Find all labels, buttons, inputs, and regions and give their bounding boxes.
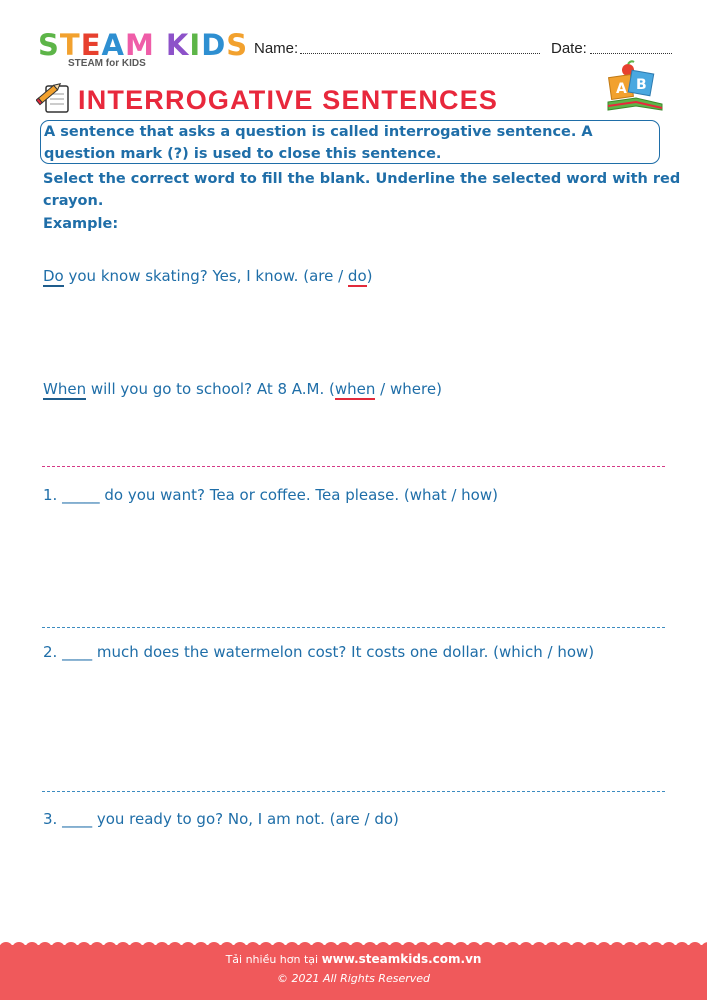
- example-label: Example:: [43, 216, 119, 232]
- example-1: [43, 267, 372, 285]
- logo-letter: D: [201, 28, 227, 62]
- date-label: Date:: [551, 40, 587, 57]
- pencil-paper-icon: [36, 80, 72, 114]
- example-2-answer: When: [43, 380, 87, 398]
- logo-wordmark: [38, 30, 248, 60]
- example-2: [43, 380, 442, 398]
- example-1-answer: Do: [43, 267, 64, 285]
- divider-pink: [42, 466, 665, 467]
- example-1-close: ): [366, 267, 373, 285]
- example-2-text: will you go to school? At 8 A.M. (: [86, 380, 335, 398]
- example-1-text: you know skating? Yes, I know. (are /: [63, 267, 348, 285]
- logo-letter: M: [124, 28, 155, 62]
- name-field[interactable]: [300, 52, 540, 54]
- page-title: INTERROGATIVE SENTENCES: [78, 85, 499, 115]
- footer-prefix: Tải nhiều hơn tại: [225, 953, 322, 966]
- footer-site-link[interactable]: www.steamkids.com.vn: [321, 952, 482, 966]
- question-1: 1. _____ do you want? Tea or coffee. Tea please. (what / how): [43, 486, 498, 504]
- example-1-choice: do: [347, 267, 367, 285]
- example-2-choice: when: [334, 380, 376, 398]
- divider-1: [42, 627, 665, 628]
- example-2-rest: / where): [375, 380, 442, 398]
- logo-letter: I: [189, 28, 202, 62]
- logo-letter: E: [80, 28, 102, 62]
- footer-site-line: [0, 952, 707, 966]
- logo-letter: T: [59, 28, 81, 62]
- logo-letter: K: [165, 28, 190, 62]
- definition-text: A sentence that asks a question is called interrogative sentence. A question mark (?) is used to close this sentence.: [44, 124, 593, 162]
- instruction-text: Select the correct word to fill the blank. Underline the selected word with red crayon.: [43, 171, 681, 209]
- name-label: Name:: [254, 40, 299, 57]
- logo-letter: S: [226, 28, 249, 62]
- question-2: 2. ____ much does the watermelon cost? It costs one dollar. (which / how): [43, 643, 595, 661]
- footer-copyright: © 2021 All Rights Reserved: [276, 972, 430, 985]
- logo-letter: [155, 30, 166, 60]
- date-field[interactable]: [590, 52, 672, 54]
- svg-text:B: B: [636, 77, 647, 93]
- logo-subtitle: STEAM for KIDS: [68, 58, 146, 69]
- svg-text:A: A: [616, 81, 627, 97]
- logo-letter: A: [101, 28, 125, 62]
- divider-2: [42, 791, 665, 792]
- logo-letter: S: [38, 28, 60, 62]
- abc-books-icon: [606, 60, 664, 114]
- question-3: 3. ____ you ready to go? No, I am not. (are / do): [43, 810, 399, 828]
